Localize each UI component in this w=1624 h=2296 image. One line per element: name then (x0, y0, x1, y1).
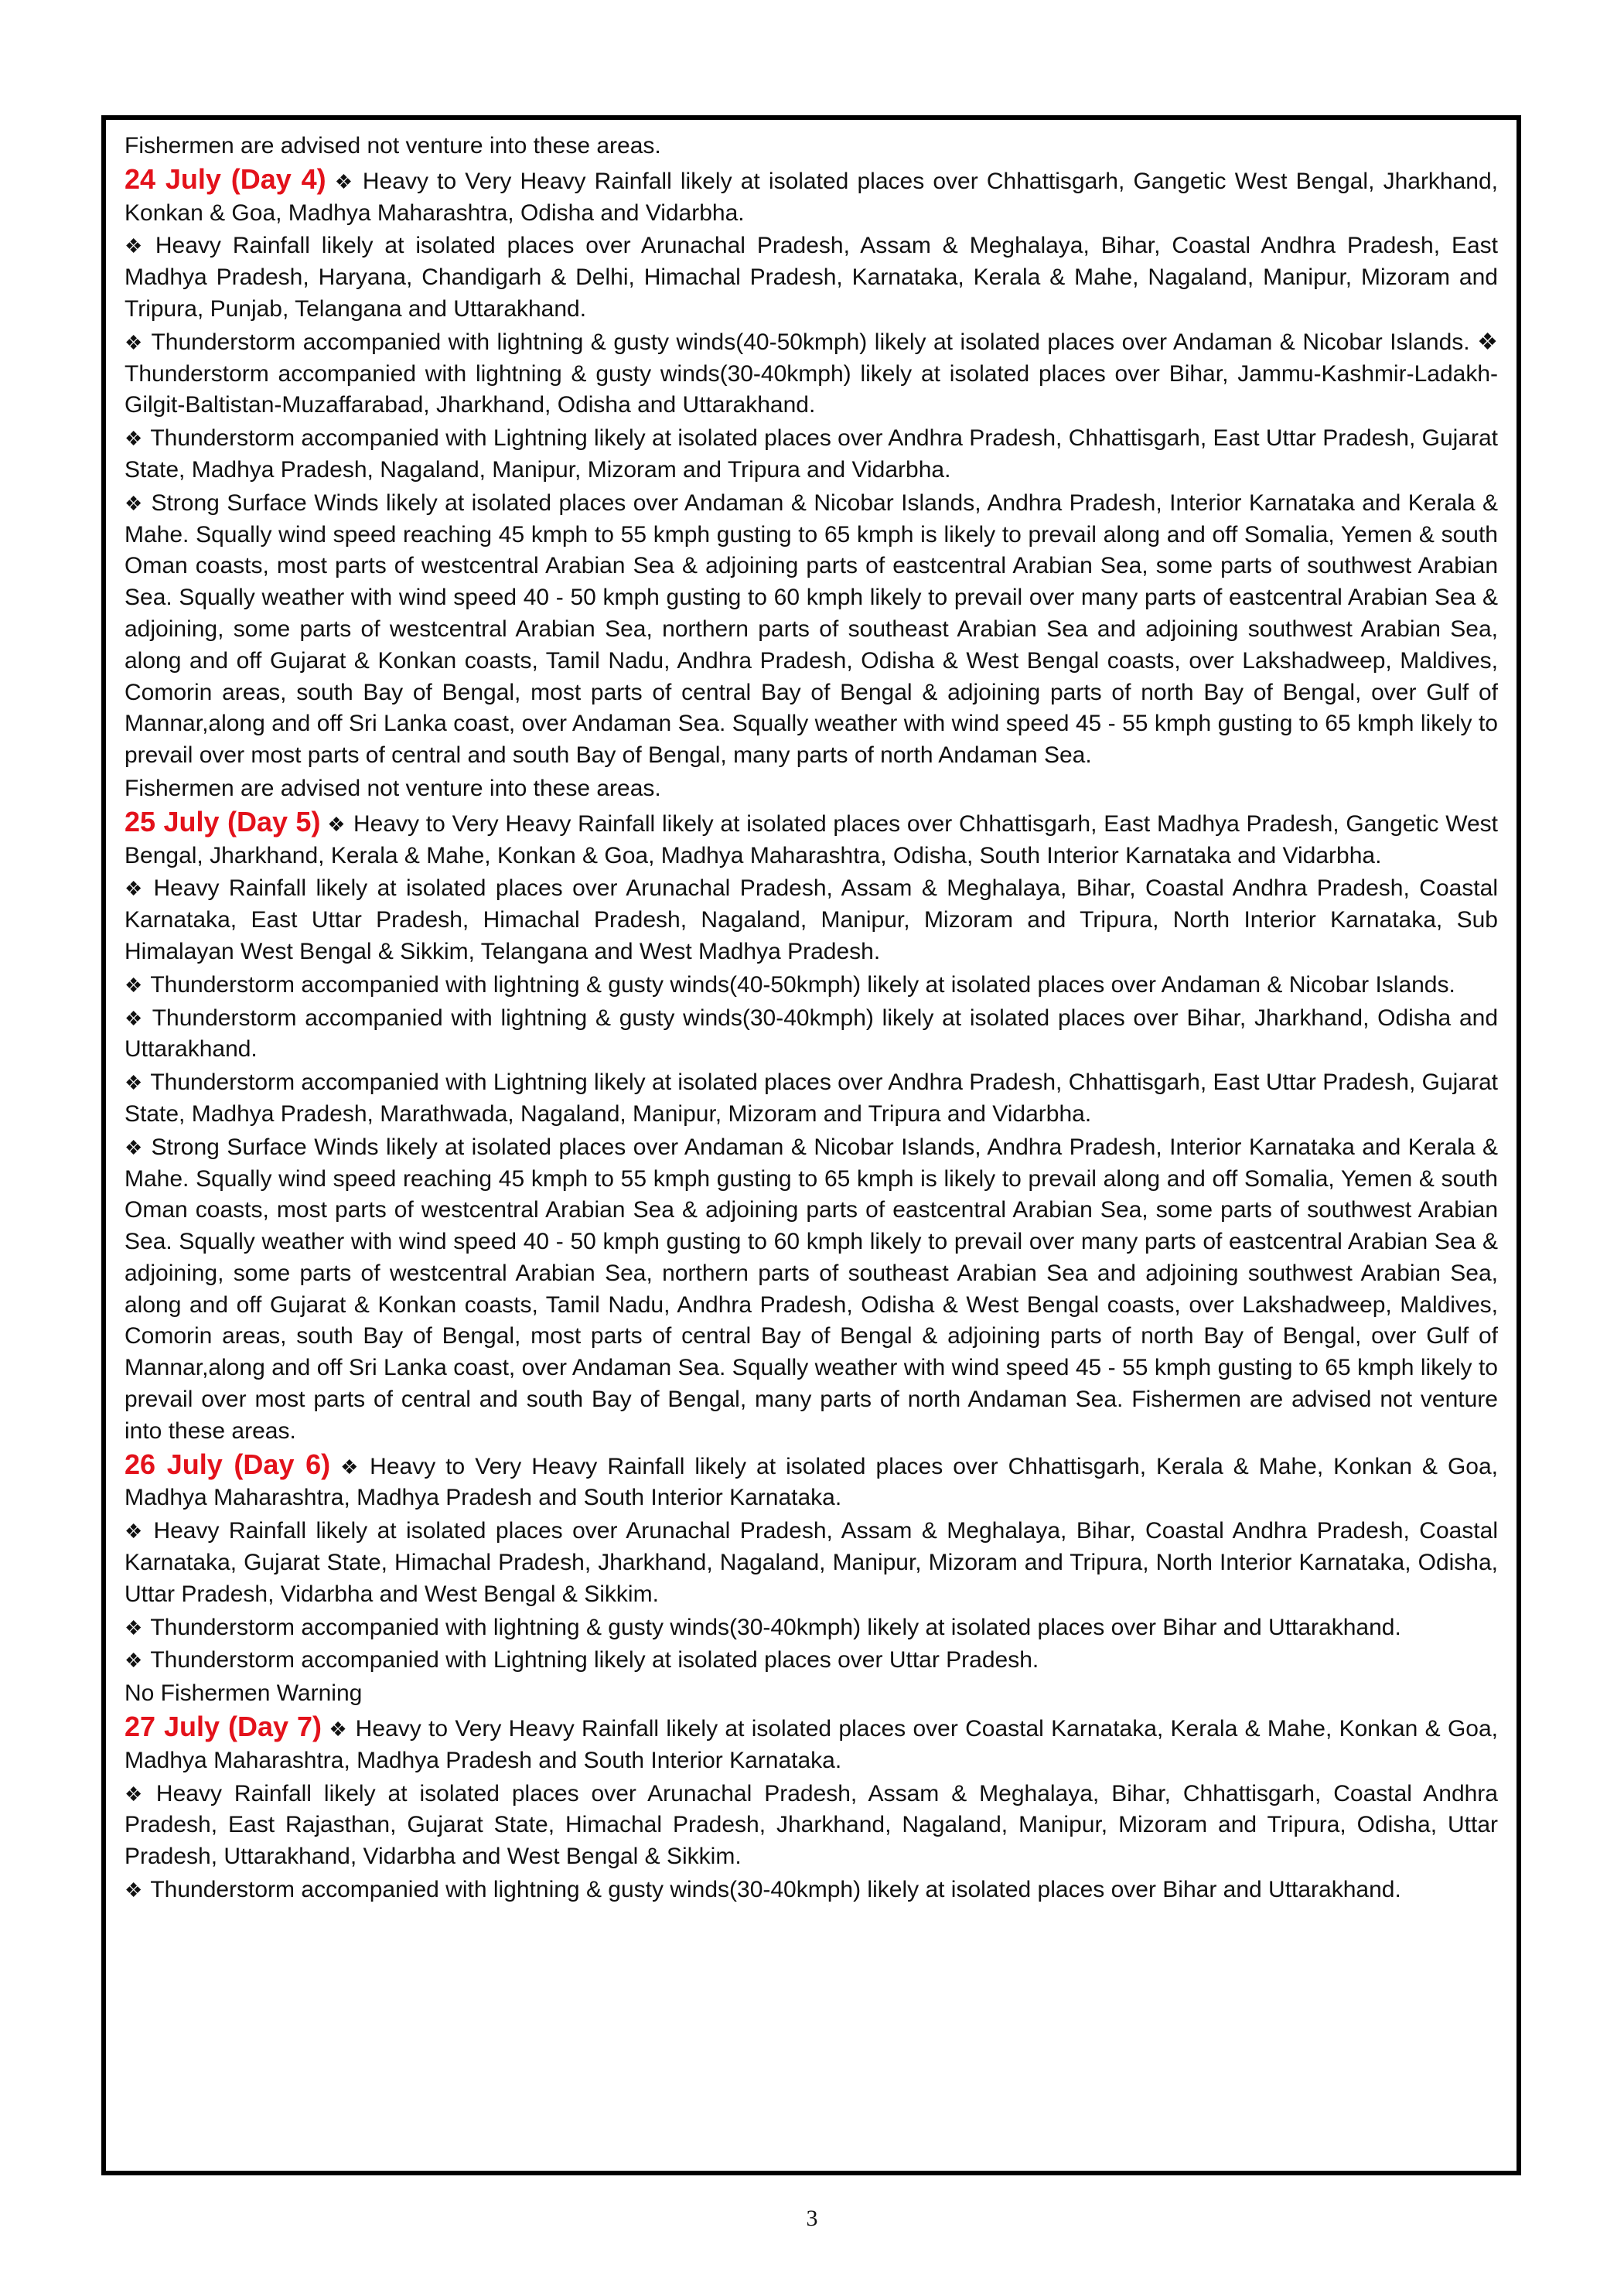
diamond-bullet-icon: ❖ (125, 1520, 146, 1544)
day-title: 27 July (Day 7) (125, 1711, 322, 1743)
forecast-paragraph (125, 970, 1498, 1001)
forecast-paragraph (125, 1067, 1498, 1131)
forecast-text: Heavy to Very Heavy Rainfall likely at isolated places over Chhattisgarh, Gangetic West Bengal, Jharkhand, Konkan & Goa, Madhya Maharashtra, Odisha and Vidarbha. (125, 168, 1499, 226)
diamond-bullet-icon: ❖ (125, 1878, 143, 1902)
forecast-paragraph (125, 1875, 1498, 1906)
forecast-text: Heavy Rainfall likely at isolated places over Arunachal Pradesh, Assam & Meghalaya, Bihar, Chhattisgarh, Coastal Andhra Pradesh, East Rajasthan, Gujarat State, Himachal Pradesh, Jharkhand, Nagaland, Manipur, Mizoram and Tripura, Odisha, Uttar Pradesh, Uttarakhand, Vidarbha and West Bengal & Sikkim. (125, 1780, 1498, 1870)
forecast-text: Strong Surface Winds likely at isolated places over Andaman & Nicobar Islands, Andhra Pradesh, Interior Karnataka and Kerala & Mahe. Squally wind speed reaching 45 kmph to 55 kmph gusting to 65 kmph is likely to prevail along and off Somalia, Yemen & south Oman coasts, most parts of westcentral Arabian Sea & adjoining parts of eastcentral Arabian Sea, some parts of southwest Arabian Sea. Squally weather with wind speed 40 - 50 kmph gusting to 60 kmph likely to prevail over many parts of eastcentral Arabian Sea & adjoining, some parts of westcentral Arabian Sea, northern parts of southeast Arabian Sea and adjoining southwest Arabian Sea, along and off Gujarat & Konkan coasts, Tamil Nadu, Andhra Pradesh, Odisha & West Bengal coasts, over Lakshadweep, Maldives, Comorin areas, south Bay of Bengal, most parts of central Bay of Bengal & adjoining parts of north Bay of Bengal, over Gulf of Mannar,along and off Sri Lanka coast, over Andaman Sea. Squally weather with wind speed 45 - 55 kmph gusting to 65 kmph likely to prevail over most parts of central and south Bay of Bengal, many parts of north Andaman Sea. (125, 490, 1498, 769)
forecast-paragraph (125, 488, 1498, 772)
day-lead-paragraph (125, 807, 1498, 872)
forecast-paragraph (125, 230, 1498, 325)
forecast-text: Thunderstorm accompanied with Lightning likely at isolated places over Andhra Pradesh, Chhattisgarh, East Uttar Pradesh, Gujarat State, Madhya Pradesh, Nagaland, Manipur, Mizoram and Tripura and Vidarbha. (125, 425, 1499, 483)
day-title: 25 July (Day 5) (125, 805, 321, 838)
forecast-text: Thunderstorm accompanied with lightning & gusty winds(40-50kmph) likely at isolated places over Andaman & Nicobar Islands. (150, 971, 1455, 998)
forecast-text: Thunderstorm accompanied with lightning & gusty winds(30-40kmph) likely at isolated places over Bihar, Jharkhand, Odisha and Uttarakhand. (125, 1005, 1498, 1063)
fishermen-note: Fishermen are advised not venture into these areas. (125, 775, 661, 801)
forecast-text: Thunderstorm accompanied with lightning & gusty winds(40-50kmph) likely at isolated places over Andaman & Nicobar Islands. ❖ Thunderstorm accompanied with lightning & gusty winds(30-40kmph) likely at isolated places over Bihar, Jammu-Kashmir-Ladakh-Gilgit-Baltistan-Muzaffarabad, Jharkhand, Odisha and Uttarakhand. (125, 329, 1498, 418)
forecast-text: Thunderstorm accompanied with Lightning likely at isolated places over Andhra Pradesh, Chhattisgarh, East Uttar Pradesh, Gujarat State, Madhya Pradesh, Marathwada, Nagaland, Manipur, Mizoram and Tripura and Vidarbha. (125, 1070, 1499, 1127)
forecast-paragraph (125, 1612, 1498, 1644)
intro-note: Fishermen are advised not venture into these areas. (125, 133, 661, 159)
forecast-text: Thunderstorm accompanied with lightning & gusty winds(30-40kmph) likely at isolated places over Bihar and Uttarakhand. (150, 1614, 1401, 1640)
forecast-paragraph (125, 1645, 1498, 1677)
diamond-bullet-icon: ❖ (327, 812, 346, 836)
forecast-paragraph (125, 423, 1498, 486)
diamond-bullet-icon: ❖ (125, 330, 144, 354)
day-title: 24 July (Day 4) (125, 162, 326, 195)
day-title: 26 July (Day 6) (125, 1448, 331, 1480)
forecast-paragraph (125, 1132, 1498, 1448)
forecast-text: Thunderstorm accompanied with lightning & gusty winds(30-40kmph) likely at isolated places over Bihar and Uttarakhand. (150, 1877, 1401, 1903)
diamond-bullet-icon: ❖ (125, 973, 143, 997)
diamond-bullet-icon: ❖ (125, 234, 148, 258)
diamond-bullet-icon: ❖ (125, 427, 143, 451)
bulletin-content (125, 131, 1498, 1906)
forecast-paragraph (125, 873, 1498, 967)
forecast-text: Heavy to Very Heavy Rainfall likely at isolated places over Coastal Karnataka, Kerala & Mahe, Konkan & Goa, Madhya Maharashtra, Madhya Pradesh and South Interior Karnataka. (125, 1716, 1499, 1773)
forecast-paragraph (125, 1779, 1498, 1873)
bulletin-frame (101, 115, 1521, 2175)
day-lead-paragraph (125, 164, 1498, 230)
diamond-bullet-icon: ❖ (125, 1006, 145, 1030)
diamond-bullet-icon: ❖ (125, 1071, 143, 1095)
diamond-bullet-icon: ❖ (329, 1718, 348, 1742)
day-lead-paragraph (125, 1711, 1498, 1777)
day-forecasts (125, 164, 1498, 1906)
page-number: 3 (806, 2206, 818, 2231)
fishermen-note: No Fishermen Warning (125, 1680, 363, 1707)
forecast-text: Heavy Rainfall likely at isolated places over Arunachal Pradesh, Assam & Meghalaya, Bihar, Coastal Andhra Pradesh, Coastal Karnataka, East Uttar Pradesh, Himachal Pradesh, Nagaland, Manipur, Mizoram and Tripura, North Interior Karnataka, Sub Himalayan West Bengal & Sikkim, Telangana and West Madhya Pradesh. (125, 875, 1498, 964)
forecast-text: Strong Surface Winds likely at isolated places over Andaman & Nicobar Islands, Andhra Pradesh, Interior Karnataka and Kerala & Mahe. Squally wind speed reaching 45 kmph to 55 kmph gusting to 65 kmph is likely to prevail along and off Somalia, Yemen & south Oman coasts, most parts of westcentral Arabian Sea & adjoining parts of eastcentral Arabian Sea, some parts of southwest Arabian Sea. Squally weather with wind speed 40 - 50 kmph gusting to 60 kmph likely to prevail over many parts of eastcentral Arabian Sea & adjoining, some parts of westcentral Arabian Sea, northern parts of southeast Arabian Sea and adjoining southwest Arabian Sea, along and off Gujarat & Konkan coasts, Tamil Nadu, Andhra Pradesh, Odisha & West Bengal coasts, over Lakshadweep, Maldives, Comorin areas, south Bay of Bengal, most parts of central Bay of Bengal & adjoining parts of north Bay of Bengal, over Gulf of Mannar,along and off Sri Lanka coast, over Andaman Sea. Squally weather with wind speed 45 - 55 kmph gusting to 65 kmph likely to prevail over most parts of central and south Bay of Bengal, many parts of north Andaman Sea. Fishermen are advised not venture into these areas. (125, 1134, 1498, 1444)
forecast-text: Heavy to Very Heavy Rainfall likely at isolated places over Chhattisgarh, Kerala & Mahe, Konkan & Goa, Madhya Maharashtra, Madhya Pradesh and South Interior Karnataka. (125, 1453, 1498, 1511)
forecast-paragraph (125, 1003, 1498, 1066)
forecast-text: Heavy to Very Heavy Rainfall likely at isolated places over Chhattisgarh, East Madhya Pradesh, Gangetic West Bengal, Jharkhand, Kerala & Mahe, Konkan & Goa, Madhya Maharashtra, Odisha, South Interior Karnataka and Vidarbha. (125, 810, 1498, 868)
day-lead-paragraph (125, 1449, 1498, 1515)
forecast-text: Thunderstorm accompanied with Lightning likely at isolated places over Uttar Pradesh. (150, 1647, 1039, 1673)
diamond-bullet-icon: ❖ (340, 1455, 363, 1479)
diamond-bullet-icon: ❖ (125, 491, 144, 515)
diamond-bullet-icon: ❖ (125, 1615, 143, 1639)
diamond-bullet-icon: ❖ (125, 1649, 143, 1673)
forecast-text: Heavy Rainfall likely at isolated places over Arunachal Pradesh, Assam & Meghalaya, Bihar, Coastal Andhra Pradesh, East Madhya Pradesh, Haryana, Chandigarh & Delhi, Himachal Pradesh, Karnataka, Kerala & Mahe, Nagaland, Manipur, Mizoram and Tripura, Punjab, Telangana and Uttarakhand. (125, 233, 1498, 322)
diamond-bullet-icon: ❖ (125, 877, 146, 901)
forecast-text: Heavy Rainfall likely at isolated places over Arunachal Pradesh, Assam & Meghalaya, Bihar, Coastal Andhra Pradesh, Coastal Karnataka, Gujarat State, Himachal Pradesh, Jharkhand, Nagaland, Manipur, Mizoram and Tripura, North Interior Karnataka, Odisha, Uttar Pradesh, Vidarbha and West Bengal & Sikkim. (125, 1518, 1498, 1607)
diamond-bullet-icon: ❖ (125, 1135, 144, 1159)
diamond-bullet-icon: ❖ (125, 1782, 148, 1806)
forecast-paragraph (125, 327, 1498, 421)
forecast-paragraph (125, 1516, 1498, 1610)
diamond-bullet-icon: ❖ (334, 169, 355, 193)
